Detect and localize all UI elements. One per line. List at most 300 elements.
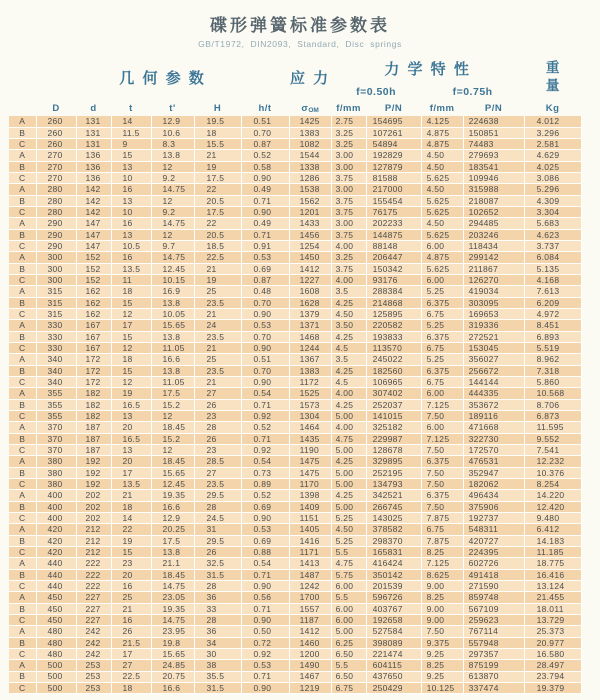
value-cell: 0.92 [241, 648, 289, 659]
value-cell: 6.084 [524, 252, 581, 263]
value-cell: 182 [76, 388, 111, 399]
value-cell: 245022 [366, 354, 421, 365]
grade-cell: B [9, 161, 36, 172]
value-cell: 0.70 [241, 297, 289, 308]
value-cell: 12 [111, 377, 151, 388]
grade-cell: B [9, 127, 36, 138]
value-cell: 127879 [366, 161, 421, 172]
value-cell: 0.49 [241, 218, 289, 229]
value-cell: 7.125 [421, 558, 463, 569]
value-cell: 14.75 [151, 218, 194, 229]
value-cell: 0.52 [241, 422, 289, 433]
value-cell: 17.5 [151, 388, 194, 399]
value-cell: 352947 [463, 467, 524, 478]
value-cell: 183541 [463, 161, 524, 172]
value-cell: 416424 [366, 558, 421, 569]
value-cell: 5.00 [331, 411, 366, 422]
value-cell: 375906 [463, 501, 524, 512]
value-cell: 88148 [366, 241, 421, 252]
table-row [9, 309, 581, 320]
value-cell: 16.6 [151, 501, 194, 512]
value-cell: 20 [111, 422, 151, 433]
value-cell: 378582 [366, 524, 421, 535]
value-cell: 15.65 [151, 467, 194, 478]
value-cell: 15.2 [151, 399, 194, 410]
value-cell: 13 [111, 445, 151, 456]
value-cell: 131 [76, 127, 111, 138]
value-cell: 14.75 [151, 184, 194, 195]
value-cell: 7.50 [421, 467, 463, 478]
grade-cell: A [9, 490, 36, 501]
value-cell: 0.53 [241, 660, 289, 671]
value-cell: 280 [36, 195, 76, 206]
value-cell: 1082 [289, 139, 331, 150]
grade-cell: C [9, 139, 36, 150]
value-cell: 450 [36, 614, 76, 625]
value-cell: 24.85 [151, 660, 194, 671]
value-cell: 0.54 [241, 456, 289, 467]
value-cell: 155454 [366, 195, 421, 206]
value-cell: 4.25 [331, 331, 366, 342]
value-cell: 767114 [463, 626, 524, 637]
value-cell: 353672 [463, 399, 524, 410]
table-row [9, 524, 581, 535]
grade-cell: C [9, 173, 36, 184]
value-cell: 16 [111, 218, 151, 229]
value-cell: 18 [111, 501, 151, 512]
value-cell: 23.05 [151, 592, 194, 603]
value-cell: 0.52 [241, 490, 289, 501]
grade-cell: C [9, 648, 36, 659]
value-cell: 0.49 [241, 184, 289, 195]
value-cell: 1219 [289, 682, 331, 693]
value-cell: 136 [76, 150, 111, 161]
value-cell: 1608 [289, 286, 331, 297]
value-cell: 16 [111, 184, 151, 195]
col-header-t-prime: t' [169, 103, 176, 114]
table-row [9, 422, 581, 433]
value-cell: 18 [111, 354, 151, 365]
value-cell: 12 [151, 445, 194, 456]
col-header-f-mm-050: f/mm [336, 103, 361, 114]
value-cell: 1538 [289, 184, 331, 195]
value-cell: 10.6 [151, 127, 194, 138]
value-cell: 0.89 [241, 479, 289, 490]
value-cell: 0.56 [241, 592, 289, 603]
value-cell: 0.92 [241, 411, 289, 422]
value-cell: 32.5 [194, 558, 241, 569]
value-cell: 13 [111, 229, 151, 240]
value-cell: 16 [111, 614, 151, 625]
grade-cell: B [9, 603, 36, 614]
value-cell: 1371 [289, 320, 331, 331]
value-cell: 4.75 [331, 433, 366, 444]
value-cell: 1700 [289, 592, 331, 603]
value-cell: 0.88 [241, 546, 289, 557]
value-cell: 288384 [366, 286, 421, 297]
value-cell: 9.25 [421, 648, 463, 659]
value-cell: 14.75 [151, 580, 194, 591]
value-cell: 298370 [366, 535, 421, 546]
value-cell: 29.5 [194, 535, 241, 546]
value-cell: 1456 [289, 229, 331, 240]
value-cell: 23 [194, 445, 241, 456]
value-cell: 131 [76, 116, 111, 127]
value-cell: 6.25 [331, 637, 366, 648]
page-subtitle: GB/T1972, DIN2093, Standard, Disc springs [198, 39, 402, 49]
value-cell: 3.00 [331, 218, 366, 229]
value-cell: 16 [111, 252, 151, 263]
value-cell: 0.72 [241, 637, 289, 648]
value-cell: 12.45 [151, 479, 194, 490]
value-cell: 31 [194, 524, 241, 535]
value-cell: 187 [76, 445, 111, 456]
value-cell: 3.75 [331, 173, 366, 184]
value-cell: 1412 [289, 626, 331, 637]
value-cell: 2.581 [524, 139, 581, 150]
value-cell: 212 [76, 546, 111, 557]
value-cell: 322730 [463, 433, 524, 444]
value-cell: 25 [194, 286, 241, 297]
value-cell: 6.00 [331, 603, 366, 614]
value-cell: 27 [111, 660, 151, 671]
value-cell: 1413 [289, 558, 331, 569]
value-cell: 6.00 [331, 614, 366, 625]
value-cell: 5.25 [331, 512, 366, 523]
value-cell: 202 [76, 490, 111, 501]
value-cell: 1435 [289, 433, 331, 444]
value-cell: 22 [111, 524, 151, 535]
value-cell: 11.595 [524, 422, 581, 433]
grade-cell: B [9, 331, 36, 342]
value-cell: 28.497 [524, 660, 581, 671]
value-cell: 5.00 [331, 445, 366, 456]
table-row [9, 535, 581, 546]
value-cell: 3.5 [331, 354, 366, 365]
value-cell: 167 [76, 343, 111, 354]
value-cell: 1405 [289, 524, 331, 535]
value-cell: 7.50 [421, 411, 463, 422]
value-cell: 22.5 [111, 671, 151, 682]
value-cell: 15.5 [194, 139, 241, 150]
value-cell: 5.75 [331, 569, 366, 580]
value-cell: 380 [36, 456, 76, 467]
value-cell: 8.962 [524, 354, 581, 365]
value-cell: 0.53 [241, 320, 289, 331]
value-cell: 4.25 [331, 399, 366, 410]
value-cell: 356027 [463, 354, 524, 365]
value-cell: 350142 [366, 569, 421, 580]
value-cell: 250429 [366, 682, 421, 693]
value-cell: 21 [194, 263, 241, 274]
value-cell: 9.00 [421, 603, 463, 614]
value-cell: 13 [111, 161, 151, 172]
value-cell: 227 [76, 614, 111, 625]
col-header-p-n-075: P/N [484, 103, 503, 114]
value-cell: 294485 [463, 218, 524, 229]
value-cell: 3.00 [331, 150, 366, 161]
table-row [9, 399, 581, 410]
value-cell: 12 [111, 343, 151, 354]
value-cell: 0.52 [241, 150, 289, 161]
col-header-d: d [90, 103, 97, 114]
value-cell: 21.1 [151, 558, 194, 569]
value-cell: 22 [194, 184, 241, 195]
value-cell: 330 [36, 331, 76, 342]
value-cell: 28 [194, 422, 241, 433]
table-row [9, 433, 581, 444]
value-cell: 1468 [289, 331, 331, 342]
grade-cell: C [9, 682, 36, 693]
value-cell: 153045 [463, 343, 524, 354]
value-cell: 6.873 [524, 411, 581, 422]
value-cell: 340 [36, 377, 76, 388]
value-cell: 23.794 [524, 671, 581, 682]
value-cell: 81588 [366, 173, 421, 184]
value-cell: 4.25 [331, 297, 366, 308]
value-cell: 20.75 [151, 671, 194, 682]
value-cell: 315 [36, 286, 76, 297]
value-cell: 10.5 [111, 241, 151, 252]
value-cell: 162 [76, 286, 111, 297]
grade-cell: C [9, 479, 36, 490]
value-cell: 5.296 [524, 184, 581, 195]
value-cell: 279693 [463, 150, 524, 161]
value-cell: 6.209 [524, 297, 581, 308]
weight-char-top: 重 [545, 60, 560, 76]
value-cell: 147 [76, 218, 111, 229]
value-cell: 4.125 [421, 116, 463, 127]
value-cell: 450 [36, 603, 76, 614]
value-cell: 192737 [463, 512, 524, 523]
grade-cell: C [9, 377, 36, 388]
group-header-mechanical: 力 学 特 性 [384, 60, 471, 78]
value-cell: 9.2 [151, 207, 194, 218]
value-cell: 18 [111, 682, 151, 693]
value-cell: 0.51 [241, 116, 289, 127]
value-cell: 1304 [289, 411, 331, 422]
value-cell: 329895 [366, 456, 421, 467]
value-cell: 93176 [366, 275, 421, 286]
table-row [9, 501, 581, 512]
value-cell: 5.519 [524, 343, 581, 354]
value-cell: 1460 [289, 637, 331, 648]
grade-cell: A [9, 286, 36, 297]
value-cell: 21 [111, 603, 151, 614]
value-cell: 21.455 [524, 592, 581, 603]
value-cell: 20.25 [151, 524, 194, 535]
value-cell: 4.75 [331, 558, 366, 569]
value-cell: 9.00 [421, 580, 463, 591]
value-cell: 13.5 [111, 479, 151, 490]
grade-cell: C [9, 207, 36, 218]
value-cell: 0.71 [241, 399, 289, 410]
value-cell: 1475 [289, 456, 331, 467]
value-cell: 7.50 [421, 445, 463, 456]
value-cell: 253 [76, 671, 111, 682]
value-cell: 7.875 [421, 535, 463, 546]
value-cell: 220582 [366, 320, 421, 331]
value-cell: 280 [36, 184, 76, 195]
value-cell: 20.977 [524, 637, 581, 648]
value-cell: 19 [111, 388, 151, 399]
value-cell: 192 [76, 479, 111, 490]
value-cell: 14.183 [524, 535, 581, 546]
value-cell: 330 [36, 343, 76, 354]
value-cell: 290 [36, 218, 76, 229]
value-cell: 1398 [289, 490, 331, 501]
value-cell: 150342 [366, 263, 421, 274]
value-cell: 192829 [366, 150, 421, 161]
value-cell: 227 [76, 603, 111, 614]
grade-cell: A [9, 218, 36, 229]
value-cell: 6.412 [524, 524, 581, 535]
value-cell: 19.8 [151, 637, 194, 648]
value-cell: 6.75 [421, 524, 463, 535]
value-cell: 107261 [366, 127, 421, 138]
value-cell: 252037 [366, 399, 421, 410]
value-cell: 6.00 [331, 580, 366, 591]
value-cell: 355 [36, 399, 76, 410]
value-cell: 300 [36, 263, 76, 274]
value-cell: 229987 [366, 433, 421, 444]
value-cell: 18.45 [151, 456, 194, 467]
disc-spring-parameters-table [9, 53, 582, 694]
value-cell: 17.5 [194, 173, 241, 184]
value-cell: 1244 [289, 343, 331, 354]
value-cell: 7.50 [421, 479, 463, 490]
value-cell: 5.625 [421, 173, 463, 184]
grade-cell: C [9, 241, 36, 252]
value-cell: 6.00 [421, 422, 463, 433]
value-cell: 4.00 [331, 275, 366, 286]
value-cell: 0.69 [241, 535, 289, 546]
value-cell: 403767 [366, 603, 421, 614]
value-cell: 8.25 [421, 660, 463, 671]
value-cell: 1464 [289, 422, 331, 433]
value-cell: 297357 [463, 648, 524, 659]
value-cell: 16 [111, 580, 151, 591]
value-cell: 6.00 [421, 275, 463, 286]
value-cell: 214868 [366, 297, 421, 308]
value-cell: 143025 [366, 512, 421, 523]
grade-cell: B [9, 535, 36, 546]
table-row [9, 173, 581, 184]
grade-cell: A [9, 184, 36, 195]
value-cell: 152 [76, 263, 111, 274]
value-cell: 28 [194, 501, 241, 512]
value-cell: 4.00 [331, 388, 366, 399]
value-cell: 0.91 [241, 241, 289, 252]
value-cell: 604115 [366, 660, 421, 671]
value-cell: 420 [36, 535, 76, 546]
value-cell: 315988 [463, 184, 524, 195]
value-cell: 0.71 [241, 671, 289, 682]
value-cell: 4.875 [421, 252, 463, 263]
value-cell: 31.5 [194, 682, 241, 693]
value-cell: 8.254 [524, 479, 581, 490]
value-cell: 4.972 [524, 309, 581, 320]
table-row [9, 286, 581, 297]
value-cell: 1487 [289, 569, 331, 580]
value-cell: 18.45 [151, 569, 194, 580]
col-header-kg: Kg [545, 103, 560, 114]
group-header-geometry: 几 何 参 数 [119, 69, 206, 87]
value-cell: 12.9 [151, 512, 194, 523]
value-cell: 0.54 [241, 388, 289, 399]
corner-spacer [9, 53, 36, 101]
value-cell: 17 [111, 320, 151, 331]
value-cell: 26 [194, 546, 241, 557]
value-cell: 4.50 [331, 309, 366, 320]
value-cell: 3.50 [331, 320, 366, 331]
value-cell: 1450 [289, 252, 331, 263]
col-header-p-n-050: P/N [384, 103, 403, 114]
value-cell: 15 [111, 297, 151, 308]
value-cell: 25.373 [524, 626, 581, 637]
value-cell: 3.5 [331, 286, 366, 297]
value-cell: 1544 [289, 150, 331, 161]
table-row [9, 648, 581, 659]
value-cell: 0.71 [241, 433, 289, 444]
value-cell: 260 [36, 116, 76, 127]
value-cell: 1367 [289, 354, 331, 365]
value-cell: 147 [76, 241, 111, 252]
value-cell: 18.5 [194, 241, 241, 252]
value-cell: 13.8 [151, 150, 194, 161]
value-cell: 337474 [463, 682, 524, 693]
value-cell: 0.90 [241, 512, 289, 523]
value-cell: 9.00 [421, 614, 463, 625]
value-cell: 9.7 [151, 241, 194, 252]
value-cell: 126270 [463, 275, 524, 286]
table-row [9, 195, 581, 206]
value-cell: 136 [76, 173, 111, 184]
value-cell: 36 [194, 626, 241, 637]
table-body [9, 116, 581, 694]
table-row [9, 377, 581, 388]
value-cell: 212 [76, 524, 111, 535]
value-cell: 5.5 [331, 546, 366, 557]
value-cell: 0.87 [241, 275, 289, 286]
group-header-stress: 应 力 [289, 69, 331, 87]
value-cell: 370 [36, 445, 76, 456]
value-cell: 20 [111, 569, 151, 580]
value-cell: 202 [76, 501, 111, 512]
value-cell: 19.5 [194, 116, 241, 127]
grade-cell: B [9, 671, 36, 682]
value-cell: 12 [151, 229, 194, 240]
value-cell: 342521 [366, 490, 421, 501]
value-cell: 13 [111, 195, 151, 206]
value-cell: 1383 [289, 127, 331, 138]
table-row [9, 127, 581, 138]
grade-cell: A [9, 626, 36, 637]
value-cell: 5.625 [421, 207, 463, 218]
value-cell: 1433 [289, 218, 331, 229]
value-cell: 3.75 [331, 263, 366, 274]
value-cell: 1190 [289, 445, 331, 456]
grade-cell: B [9, 433, 36, 444]
value-cell: 8.3 [151, 139, 194, 150]
table-row [9, 467, 581, 478]
value-cell: 4.309 [524, 195, 581, 206]
value-cell: 471668 [463, 422, 524, 433]
value-cell: 20.5 [194, 229, 241, 240]
value-cell: 192658 [366, 614, 421, 625]
value-cell: 224395 [463, 546, 524, 557]
value-cell: 54894 [366, 139, 421, 150]
